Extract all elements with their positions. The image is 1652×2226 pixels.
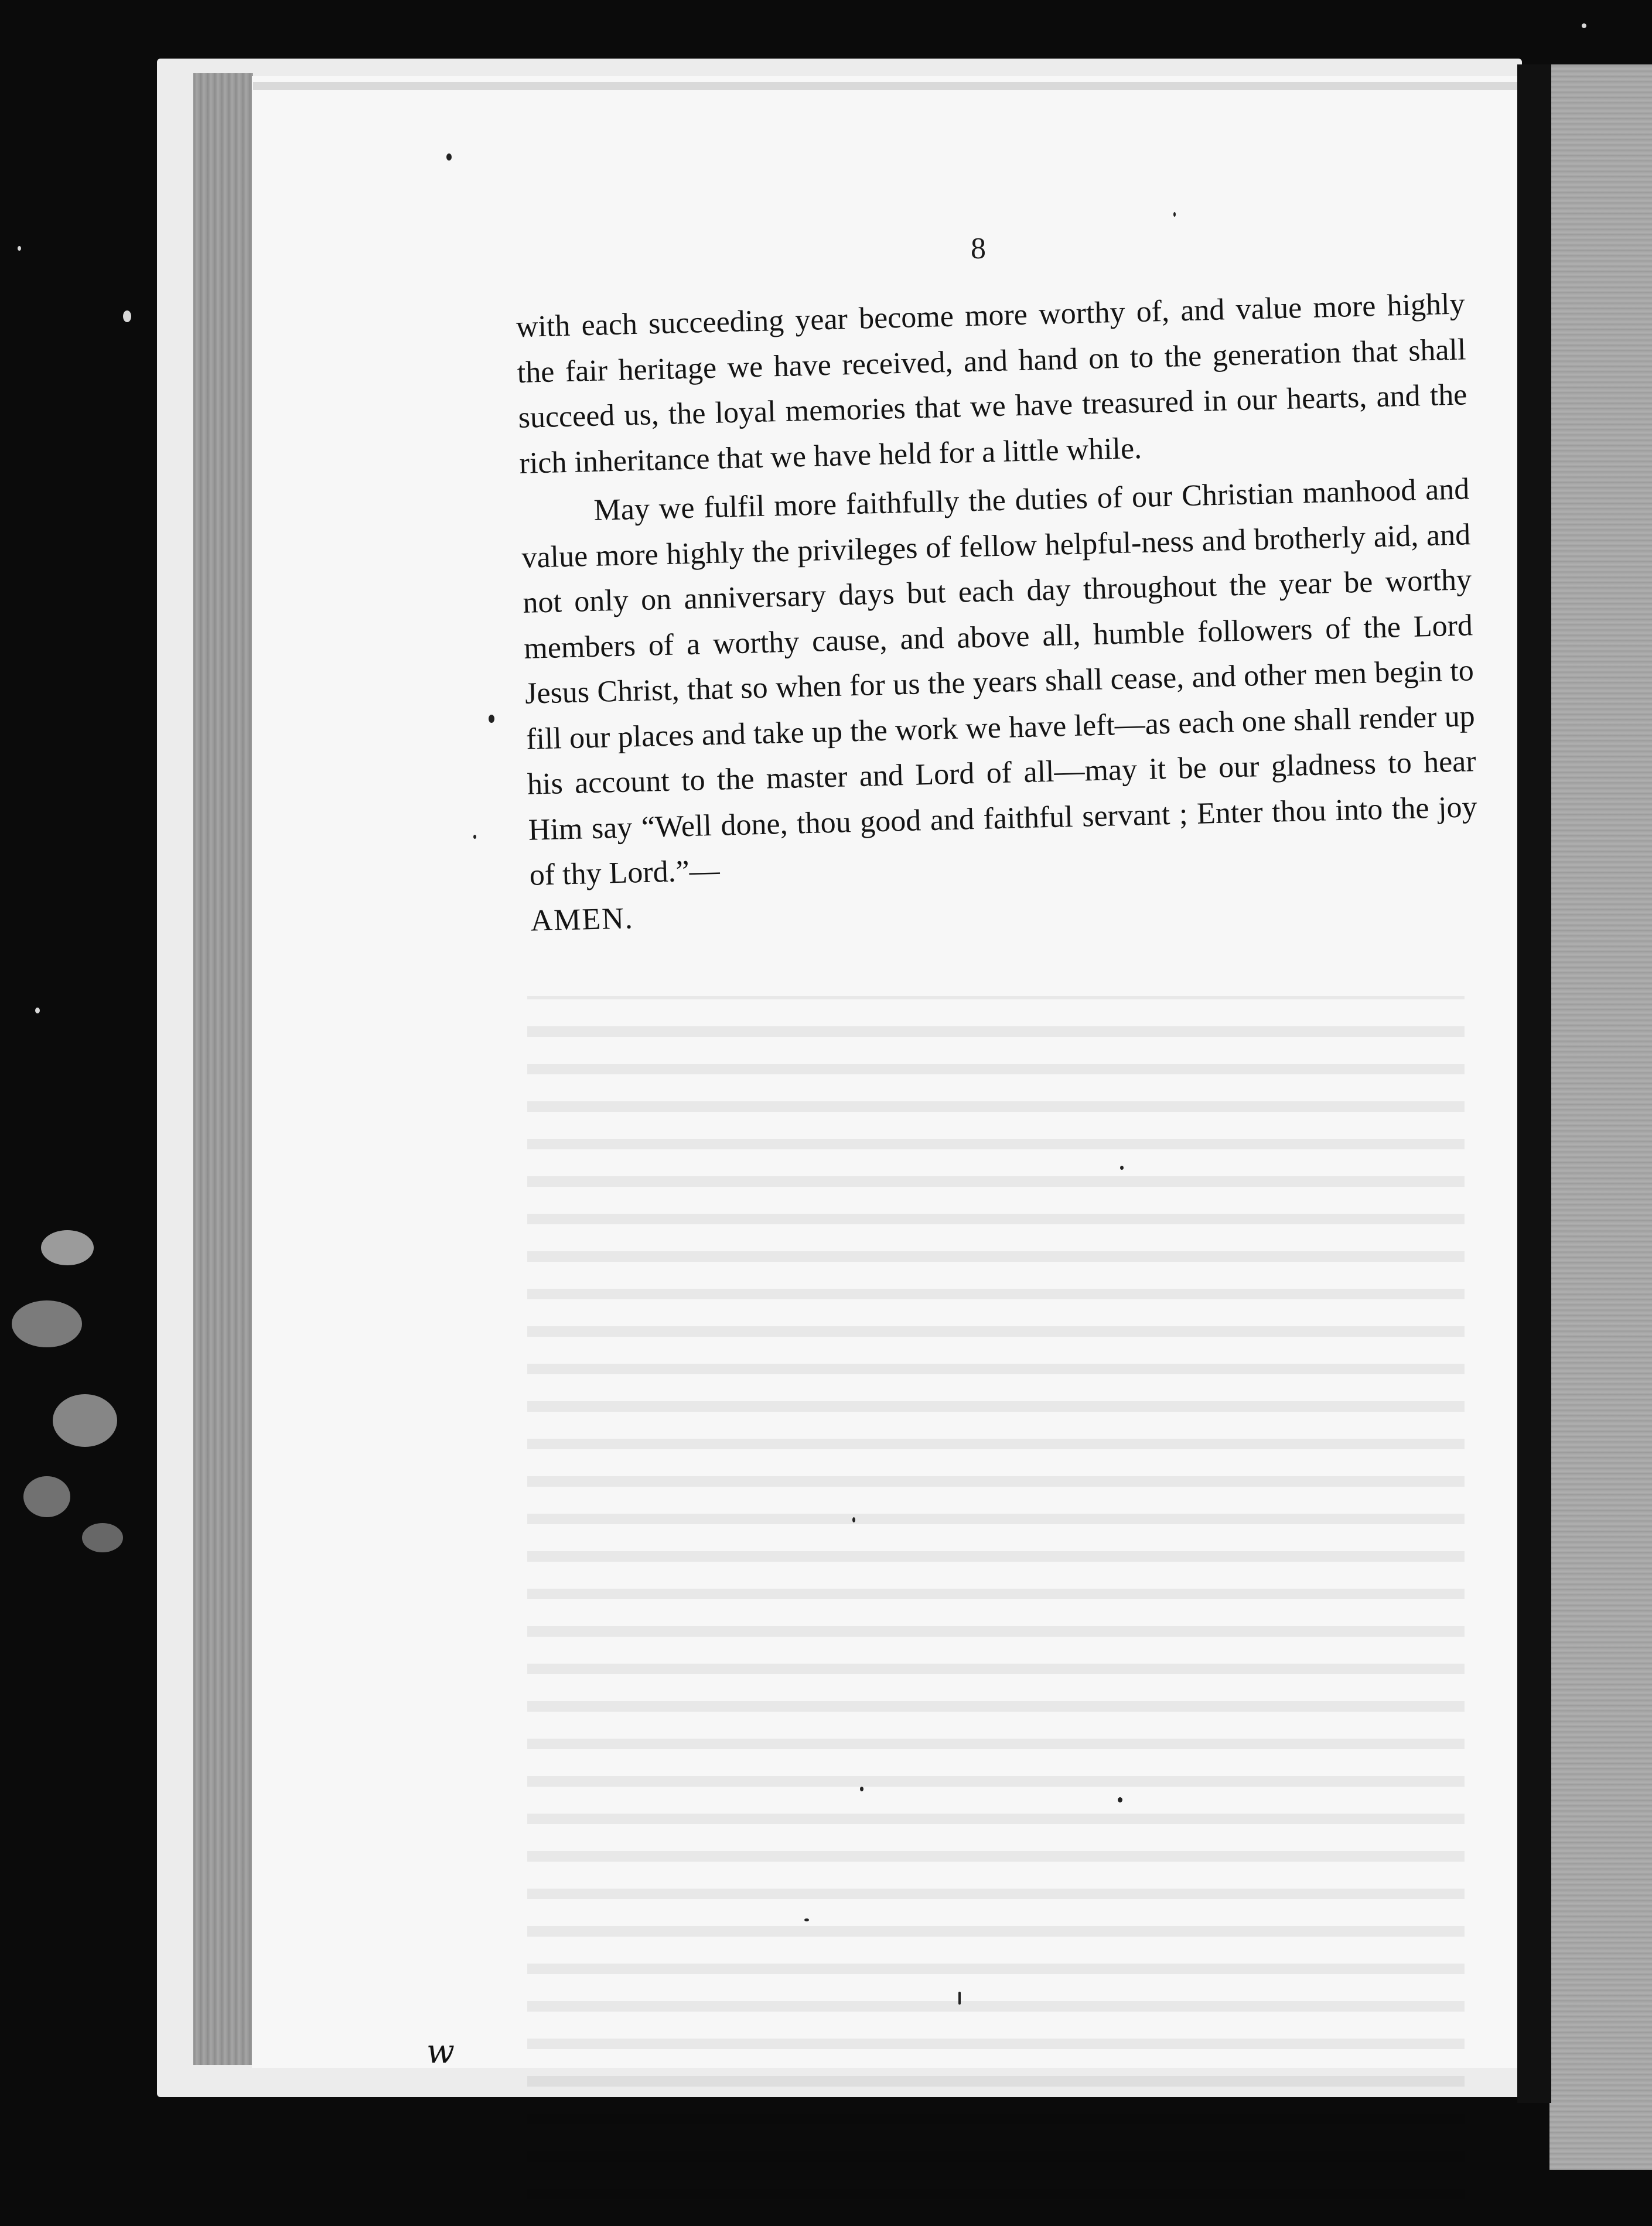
ink-dot — [1173, 212, 1176, 217]
page-top-edge — [253, 82, 1517, 90]
ink-dot — [1118, 1797, 1122, 1802]
ink-dot — [804, 1918, 809, 1921]
ink-dot — [1120, 1166, 1124, 1170]
ink-dot — [446, 153, 452, 161]
page-number: 8 — [971, 232, 986, 265]
pencil-mark: w — [426, 2033, 455, 2071]
film-speck — [12, 1300, 82, 1347]
paragraph: with each succeeding year become more worthy of, and value more highly the fair heritage we have received, and hand on to the generation that shall succeed us, the loyal memories that we have treasured in our hearts, and the rich inheritance that we have held for a little while. — [516, 287, 1467, 480]
show-through-text — [527, 996, 1465, 2226]
paragraph: May we fulfil more faithfully the duties of our Christian manhood and value more highly the privileges of fellow helpful-ness and brotherly aid, and not only on anniversary days but each day throughout the year be worthy members of a worthy cause, and above all, humble followers of the Lord Jesus Christ, that so when for us the years shall cease, and other men begin to fill our places and take up the work we have left—as each one shall render up his account to the master and Lord of all—may it be our gladness to hear Him say “Well done, thou good and faithful servant ; Enter thou into the joy of thy Lord.”— — [521, 472, 1478, 892]
film-speck — [18, 246, 21, 251]
ink-dot — [489, 715, 494, 723]
film-speck — [41, 1230, 94, 1265]
body-text — [516, 281, 1480, 943]
film-speck — [82, 1523, 123, 1552]
ink-dot — [852, 1517, 855, 1522]
film-speck — [35, 1008, 40, 1013]
binding-strip — [193, 73, 253, 2065]
film-speck — [123, 310, 131, 322]
film-speck — [23, 1476, 70, 1517]
binding-board — [1549, 64, 1652, 2170]
film-speck — [53, 1394, 117, 1447]
ink-dot — [860, 1787, 863, 1791]
ink-dot — [958, 1992, 961, 2005]
closing-amen: AMEN. — [530, 901, 634, 938]
page-gutter-shadow — [1517, 64, 1551, 2103]
ink-dot — [473, 835, 476, 839]
film-speck — [1582, 23, 1586, 28]
